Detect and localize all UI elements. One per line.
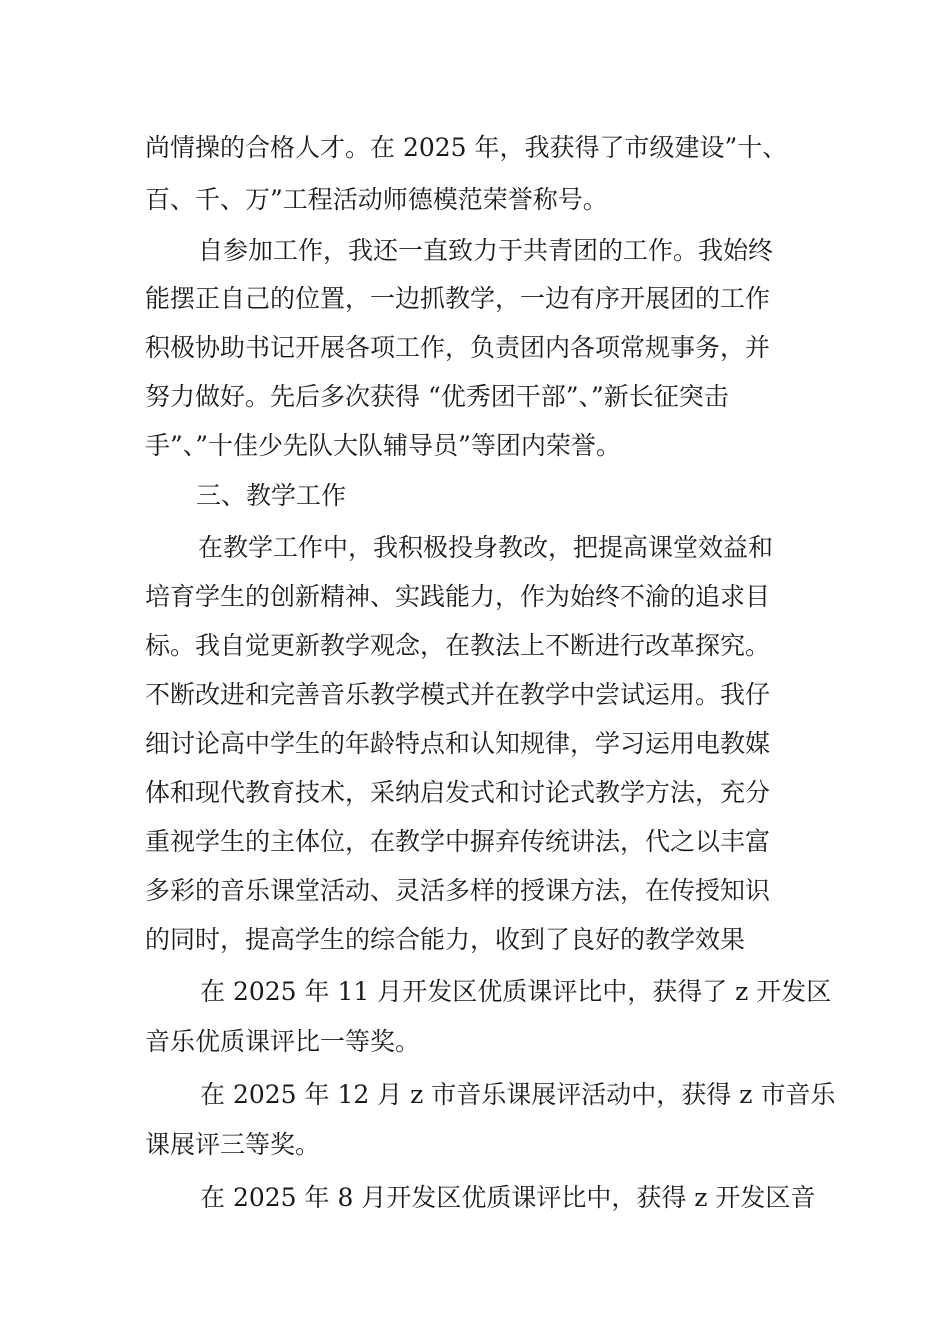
text-line: 重视学生的主体位，在教学中摒弃传统讲法，代之以丰富	[145, 827, 771, 856]
text-line: 体和现代教育技术，采纳启发式和讨论式教学方法，充分	[145, 778, 771, 807]
text-line: 在 2025 年 8 月开发区优质课评比中，获得 z 开发区音	[200, 1183, 816, 1212]
text-line: 在 2025 年 11 月开发区优质课评比中，获得了 z 开发区	[200, 977, 832, 1006]
text-line: 在教学工作中，我积极投身教改，把提高课堂效益和	[198, 533, 774, 562]
text-line: 音乐优质课评比一等奖。	[145, 1027, 421, 1056]
text-line: 努力做好。先后多次获得 “优秀团干部”、”新长征突击	[145, 382, 729, 411]
text-line: 手”、”十佳少先队大队辅导员”等团内荣誉。	[145, 431, 621, 460]
text-line: 细讨论高中学生的年龄特点和认知规律，学习运用电教媒	[145, 729, 771, 758]
text-line: 百、千、万”工程活动师德模范荣誉称号。	[145, 185, 608, 214]
section-heading: 三、教学工作	[196, 481, 347, 510]
text-line: 培育学生的创新精神、实践能力，作为始终不渝的追求目	[145, 582, 771, 611]
text-line: 不断改进和完善音乐教学模式并在教学中尝试运用。我仔	[145, 680, 771, 709]
text-line: 的同时，提高学生的综合能力，收到了良好的教学效果	[145, 925, 746, 954]
text-line: 课展评三等奖。	[145, 1130, 321, 1159]
text-line: 自参加工作，我还一直致力于共青团的工作。我始终	[198, 236, 774, 265]
text-line: 尚情操的合格人才。在 2025 年，我获得了市级建设”十、	[145, 133, 788, 162]
text-line: 积极协助书记开展各项工作，负责团内各项常规事务，并	[145, 333, 771, 362]
text-line: 标。我自觉更新教学观念，在教法上不断进行改革探究。	[145, 631, 771, 660]
text-line: 多彩的音乐课堂活动、灵活多样的授课方法，在传授知识	[145, 876, 771, 905]
text-line: 在 2025 年 12 月 z 市音乐课展评活动中，获得 z 市音乐	[200, 1080, 836, 1109]
text-line: 能摆正自己的位置，一边抓教学，一边有序开展团的工作	[145, 284, 771, 313]
